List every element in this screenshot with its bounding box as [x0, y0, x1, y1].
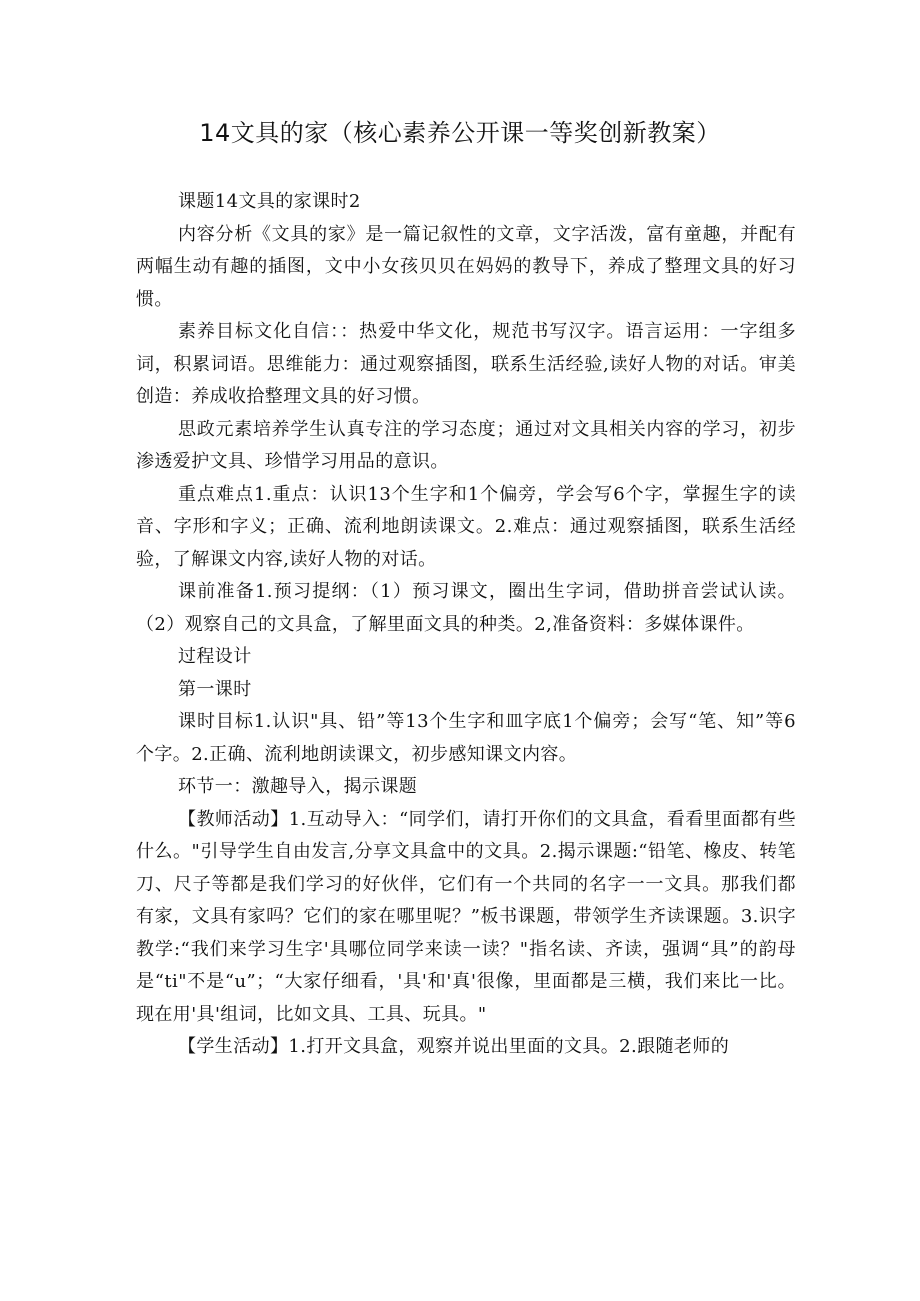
paragraph-student-activity: 【学生活动】1.打开文具盒，观察并说出里面的文具。2.跟随老师的 [178, 1036, 730, 1057]
paragraph-key-difficulties: 重点难点1.重点：认识13个生字和1个偏旁，学会写6个字，掌握生字的读音、字形和字义；正确、流利地朗读课文。2.难点：通过观察插图，联系生活经验，了解课文内容,读好人物的对话。 [136, 483, 796, 570]
paragraph-preparation: 课前准备1.预习提纲：（1）预习课文，圈出生字词，借助拼音尝试认读。（2）观察自己的文具盒，了解里面文具的种类。2,准备资料：多媒体课件。 [136, 581, 796, 635]
paragraph-teacher-activity: 【教师活动】1.互动导入：“同学们，请打开你们的文具盒，看看里面都有些什么。"引导学生自由发言,分享文具盒中的文具。2.揭示课题:“铅笔、橡皮、转笔刀、尺子等都是我们学习的好伙伴，它们有一个共同的名字一一文具。那我们都有家，文具有家吗？它们的家在哪里呢？”板书课题，带领学生齐读课题。3.识字教学:“我们来学习生字'具哪位同学来读一读？"指名读、齐读，强调“具”的韵母是“ti"不是“u”；“大家仔细看，'具'和'真'很像，里面都是三横，我们来比一比。现在用'具'组词，比如文具、工具、玩具。" [136, 808, 796, 1025]
paragraph-lesson-topic: 课题14文具的家课时2 [178, 191, 361, 212]
paragraph-stage-one: 环节一：激趣导入，揭示课题 [178, 776, 418, 797]
paragraph-literacy-goals: 素养目标文化自信：：热爱中华文化，规范书写汉字。语言运用：一字组多词，积累词语。思维能力：通过观察插图，联系生活经验,读好人物的对话。审美创造：养成收拾整理文具的好习惯。 [136, 321, 796, 407]
document-title: 14文具的家（核心素养公开课一等奖创新教案） [199, 119, 721, 147]
document-body [136, 186, 796, 1064]
paragraph-process-design: 过程设计 [178, 646, 252, 667]
paragraph-ideological-elements: 思政元素培养学生认真专注的学习态度；通过对文具相关内容的学习，初步渗透爱护文具、珍惜学习用品的意识。 [136, 418, 796, 472]
paragraph-lesson-objectives: 课时目标1.认识"具、铅”等13个生字和皿字底1个偏旁；会写“笔、知”等6个字。2.正确、流利地朗读课文，初步感知课文内容。 [136, 711, 796, 765]
paragraph-content-analysis: 内容分析《文具的家》是一篇记叙性的文章，文字活泼，富有童趣，并配有两幅生动有趣的插图，文中小女孩贝贝在妈妈的教导下，养成了整理文具的好习惯。 [136, 223, 796, 310]
paragraph-first-lesson: 第一课时 [178, 678, 252, 700]
